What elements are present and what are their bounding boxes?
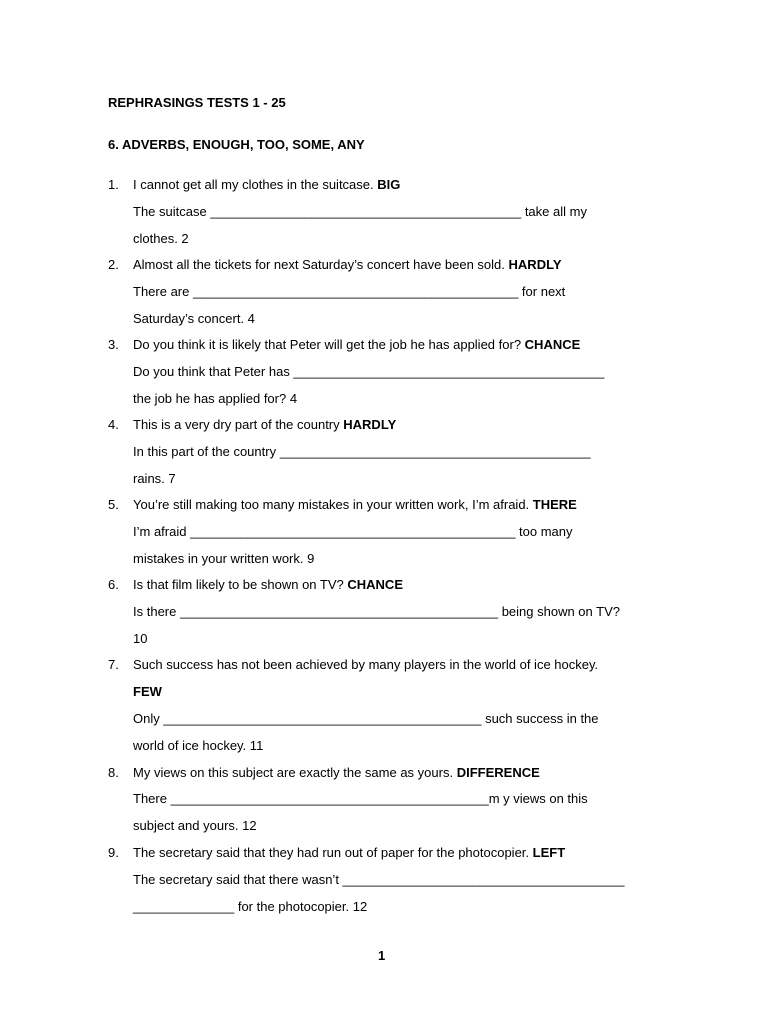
answer-line-continued: Saturday’s concert. 4 — [133, 311, 255, 326]
item-number: 4. — [108, 417, 119, 432]
item-prompt — [133, 765, 540, 781]
item-prompt — [133, 257, 562, 273]
item-keyword-line — [133, 684, 162, 700]
item-number: 9. — [108, 845, 119, 860]
keyword: DIFFERENCE — [456, 765, 540, 780]
page-number: 1 — [378, 948, 386, 963]
answer-line: The suitcase ___________________________________________ take all my — [133, 204, 587, 219]
item-number: 3. — [108, 337, 119, 352]
answer-line-continued: world of ice hockey. 11 — [133, 738, 264, 753]
answer-line: Do you think that Peter has ___________________________________________ — [133, 364, 605, 379]
keyword: FEW — [133, 684, 162, 699]
item-prompt — [133, 657, 598, 673]
prompt-text: Do you think it is likely that Peter will get the job he has applied for? — [133, 337, 522, 352]
answer-line: I’m afraid _____________________________________________ too many — [133, 524, 573, 539]
item-prompt — [133, 577, 403, 593]
prompt-text: My views on this subject are exactly the same as yours. — [133, 765, 454, 780]
answer-line: The secretary said that there wasn’t _______________________________________ — [133, 872, 625, 887]
prompt-text: This is a very dry part of the country — [133, 417, 340, 432]
prompt-text: You’re still making too many mistakes in your written work, I’m afraid. — [133, 497, 530, 512]
item-prompt — [133, 337, 580, 353]
answer-line-continued: the job he has applied for? 4 — [133, 391, 298, 406]
answer-line-continued: clothes. 2 — [133, 231, 189, 246]
prompt-text: Almost all the tickets for next Saturday’s concert have been sold. — [133, 257, 505, 272]
answer-line-continued: rains. 7 — [133, 471, 176, 486]
item-number: 2. — [108, 257, 119, 272]
keyword: BIG — [377, 177, 401, 192]
keyword: CHANCE — [347, 577, 403, 592]
answer-line: Is there ____________________________________________ being shown on TV? — [133, 604, 620, 619]
answer-line-continued: mistakes in your written work. 9 — [133, 551, 315, 566]
prompt-text: Such success has not been achieved by many players in the world of ice hockey. — [133, 657, 599, 672]
keyword: HARDLY — [508, 257, 562, 272]
item-prompt — [133, 845, 565, 861]
keyword: CHANCE — [524, 337, 581, 352]
item-number: 1. — [108, 177, 119, 192]
keyword: THERE — [532, 497, 577, 512]
item-prompt — [133, 417, 396, 433]
answer-line-continued: ______________ for the photocopier. 12 — [133, 899, 368, 914]
answer-line: There are _____________________________________________ for next — [133, 284, 566, 299]
item-number: 5. — [108, 497, 119, 512]
answer-line-continued: 10 — [133, 631, 148, 646]
answer-line: Only ____________________________________________ such success in the — [133, 711, 599, 726]
section-title: 6. ADVERBS, ENOUGH, TOO, SOME, ANY — [108, 137, 365, 152]
prompt-text: The secretary said that they had run out of paper for the photocopier. — [133, 845, 530, 860]
answer-line: In this part of the country ___________________________________________ — [133, 444, 591, 459]
item-number: 7. — [108, 657, 119, 672]
answer-line-continued: subject and yours. 12 — [133, 818, 257, 833]
prompt-text: Is that film likely to be shown on TV? — [133, 577, 344, 592]
item-number: 6. — [108, 577, 119, 592]
item-number: 8. — [108, 765, 119, 780]
document-title: REPHRASINGS TESTS 1 - 25 — [108, 95, 286, 110]
keyword: HARDLY — [343, 417, 397, 432]
prompt-text: I cannot get all my clothes in the suitcase. — [133, 177, 374, 192]
keyword: LEFT — [532, 845, 566, 860]
answer-line: There ____________________________________________m y views on this — [133, 791, 588, 806]
item-prompt — [133, 177, 400, 193]
item-prompt — [133, 497, 577, 513]
